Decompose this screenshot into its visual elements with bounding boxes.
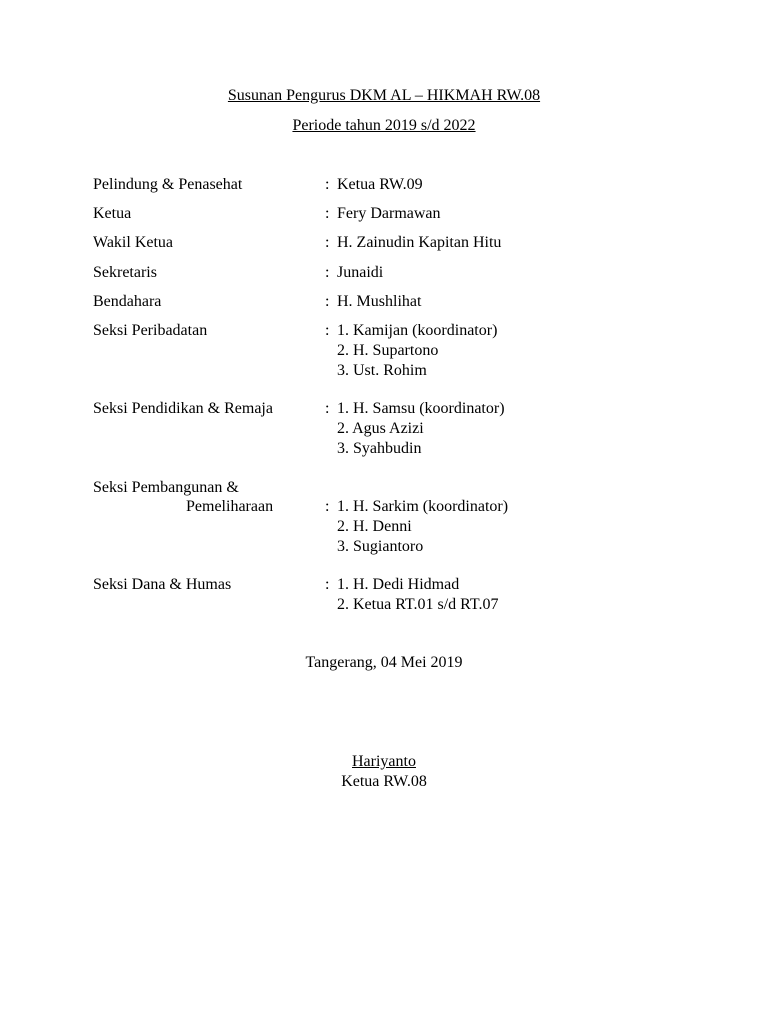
role-member: 3. Ust. Rohim <box>337 362 427 379</box>
role-label: Pelindung & Penasehat <box>93 176 243 193</box>
colon-separator: : <box>325 176 330 193</box>
role-label: Wakil Ketua <box>93 234 174 251</box>
role-member: 1. H. Dedi Hidmad <box>337 576 460 593</box>
signer-name: Hariyanto <box>352 753 416 770</box>
role-member: 1. H. Samsu (koordinator) <box>337 400 505 417</box>
colon-separator: : <box>325 264 330 281</box>
role-label-continued: Pemeliharaan <box>186 498 274 515</box>
colon-separator: : <box>325 322 330 339</box>
role-member: Fery Darmawan <box>337 205 441 222</box>
role-label: Seksi Pendidikan & Remaja <box>93 400 273 417</box>
role-member: Junaidi <box>337 264 384 281</box>
role-member: 3. Sugiantoro <box>337 538 424 555</box>
role-member: 2. Ketua RT.01 s/d RT.07 <box>337 596 499 613</box>
role-label: Seksi Pembangunan & <box>93 479 239 496</box>
colon-separator: : <box>325 205 330 222</box>
role-member: Ketua RW.09 <box>337 176 423 193</box>
role-member: 2. H. Supartono <box>337 342 439 359</box>
signer-role: Ketua RW.08 <box>341 773 427 790</box>
role-label: Seksi Dana & Humas <box>93 576 232 593</box>
colon-separator: : <box>325 576 330 593</box>
colon-separator: : <box>325 293 330 310</box>
place-date: Tangerang, 04 Mei 2019 <box>305 654 463 671</box>
role-label: Ketua <box>93 205 132 222</box>
role-member: H. Zainudin Kapitan Hitu <box>337 234 502 251</box>
role-label: Seksi Peribadatan <box>93 322 208 339</box>
role-label: Bendahara <box>93 293 162 310</box>
colon-separator: : <box>325 400 330 417</box>
role-member: 1. H. Sarkim (koordinator) <box>337 498 509 515</box>
role-member: H. Mushlihat <box>337 293 422 310</box>
document-period: Periode tahun 2019 s/d 2022 <box>292 117 476 134</box>
document-title: Susunan Pengurus DKM AL – HIKMAH RW.08 <box>227 87 541 104</box>
role-member: 1. Kamijan (koordinator) <box>337 322 498 339</box>
role-member: 2. H. Denni <box>337 518 412 535</box>
role-member: 3. Syahbudin <box>337 440 422 457</box>
role-label: Sekretaris <box>93 264 157 281</box>
colon-separator: : <box>325 498 330 515</box>
colon-separator: : <box>325 234 330 251</box>
role-member: 2. Agus Azizi <box>337 420 424 437</box>
